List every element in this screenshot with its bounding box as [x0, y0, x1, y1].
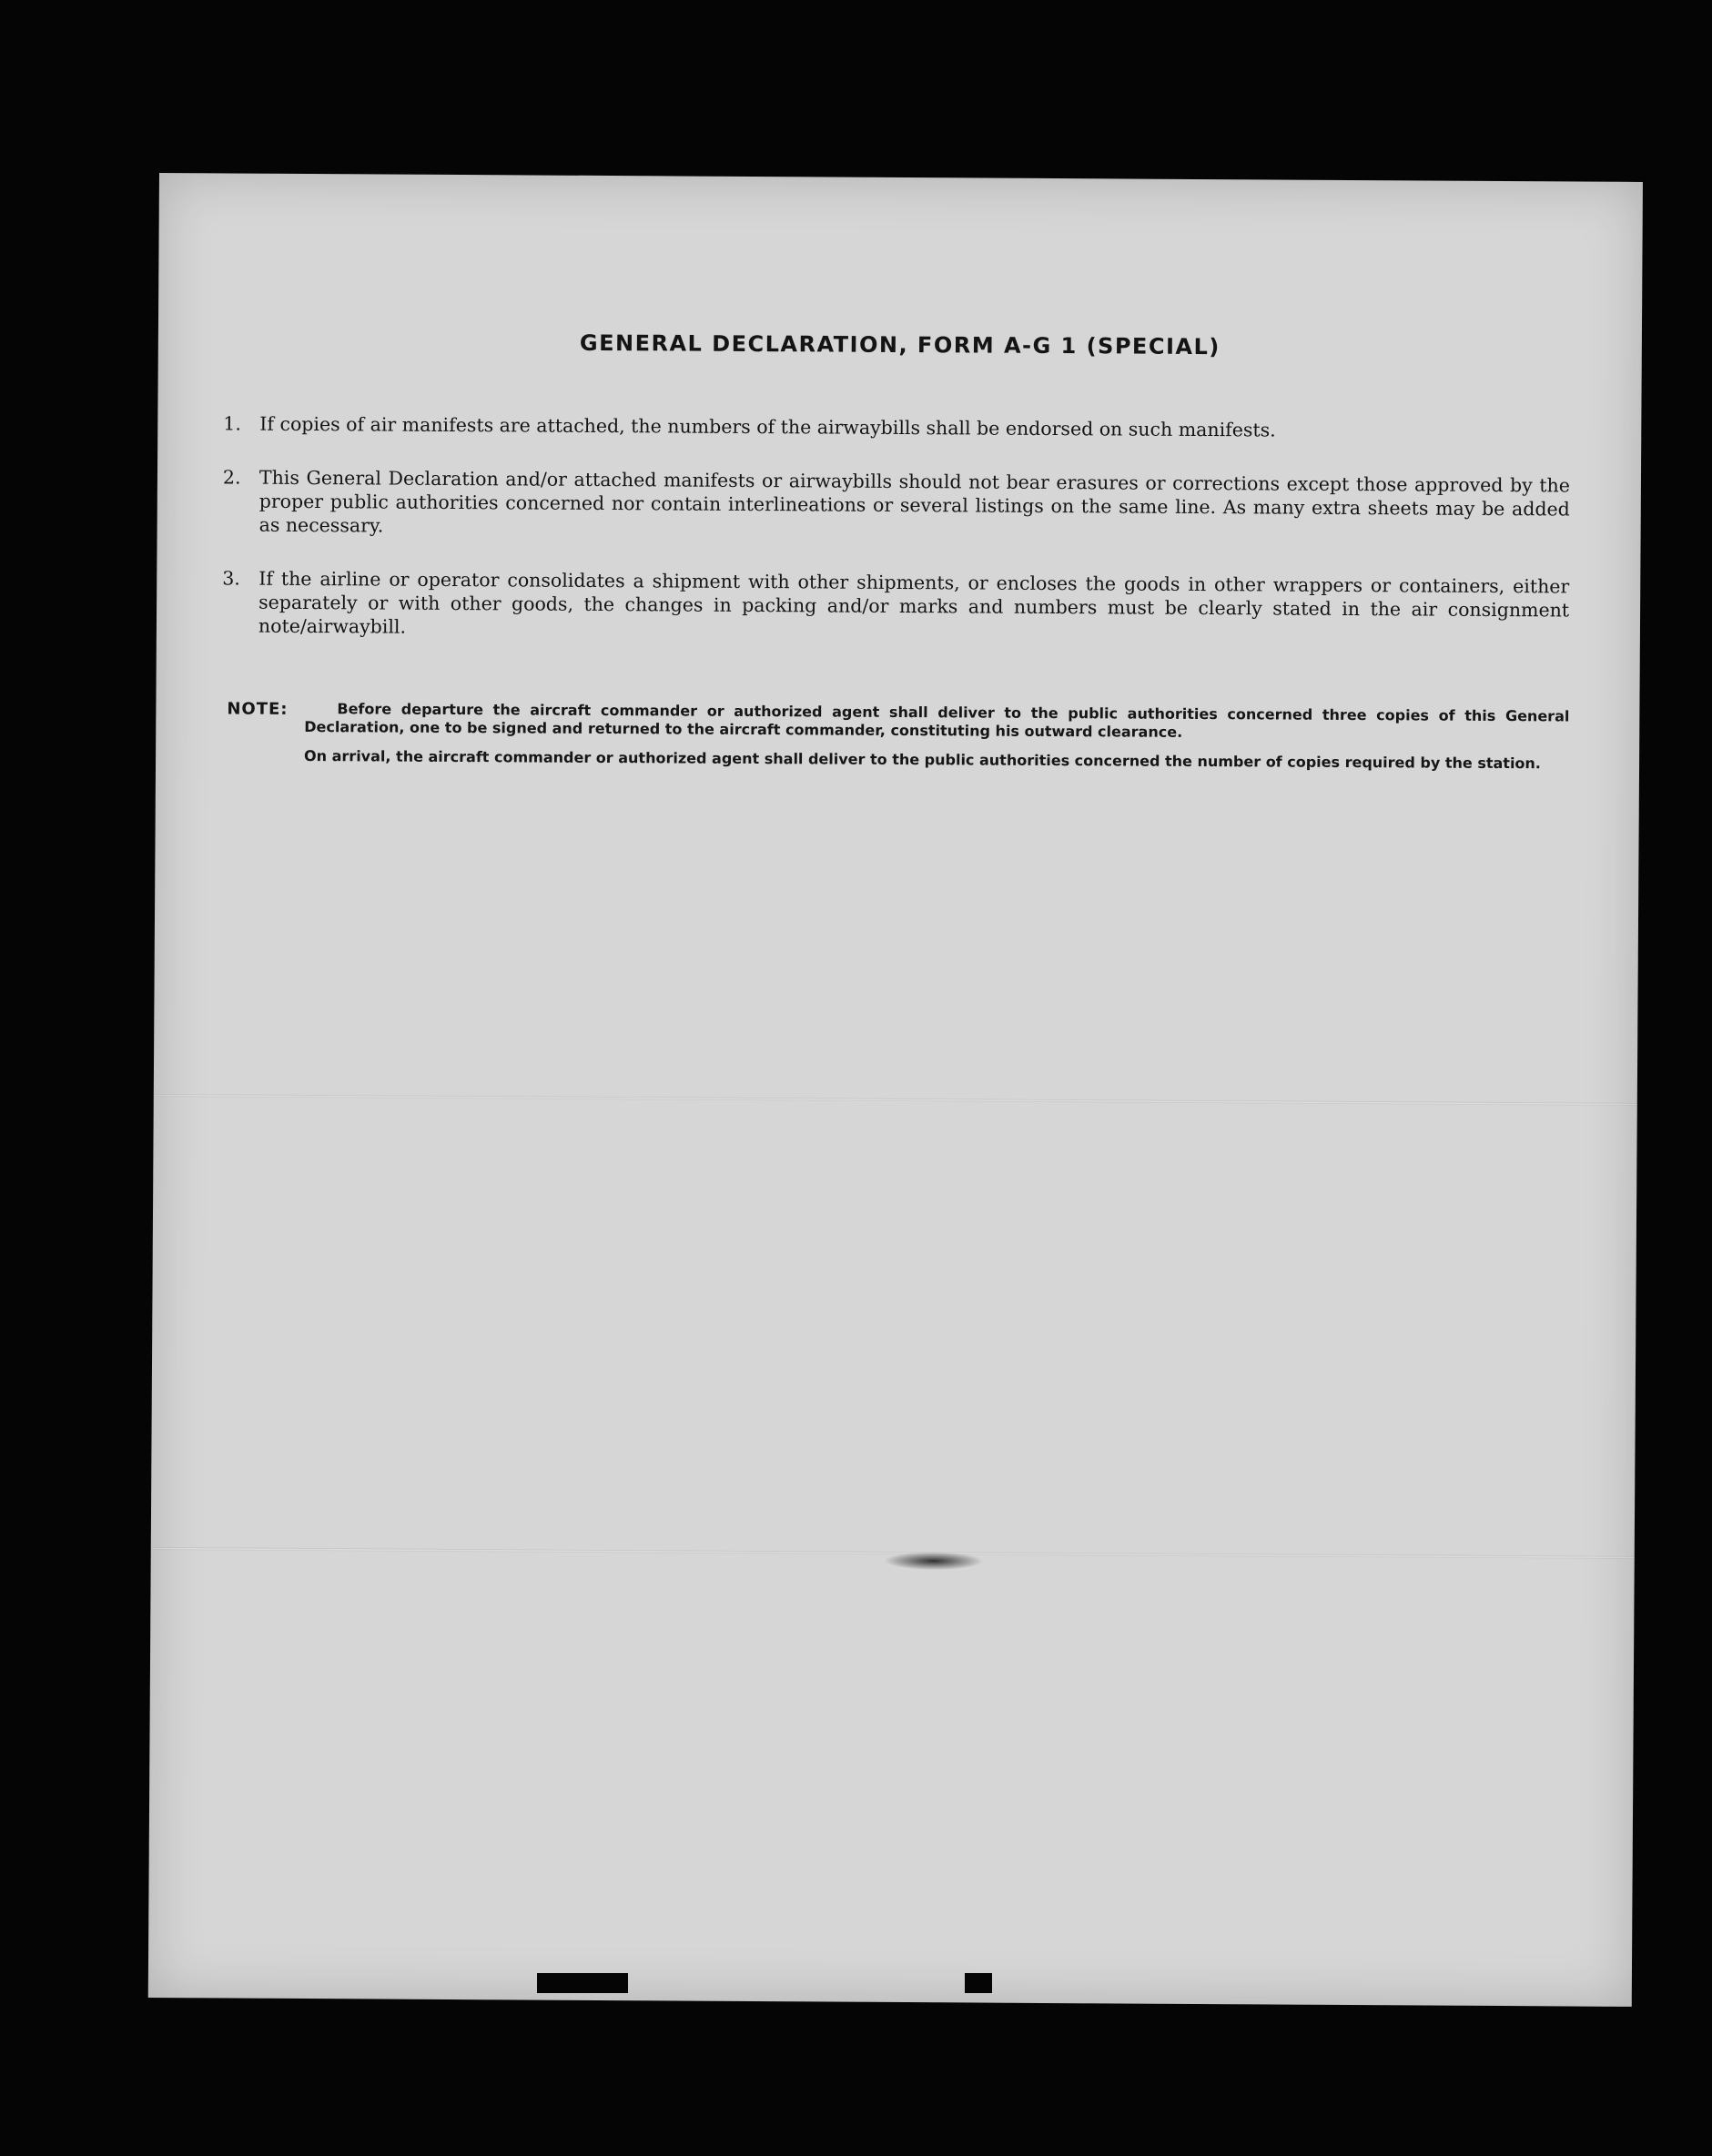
note-paragraph: On arrival, the aircraft commander or authorized agent shall deliver to the public authorities concerned the number of copies required by the station.	[304, 746, 1541, 773]
instruction-item	[223, 465, 1570, 544]
item-number: 2.	[222, 466, 241, 489]
instruction-item	[223, 411, 1570, 443]
form-title: GENERAL DECLARATION, FORM A-G 1 (SPECIAL)	[579, 329, 1221, 360]
note-paragraph: Before departure the aircraft commander or authorized agent shall deliver to the public authorities concerned three copies of this General Declaration, one to be signed and returned to the aircraft commander, constituting his outward clearance.	[304, 700, 1570, 741]
form-page	[148, 173, 1643, 2007]
item-number: 3.	[222, 567, 240, 590]
ink-smudge	[884, 1552, 984, 1571]
instruction-list	[222, 411, 1571, 675]
instruction-item	[222, 566, 1569, 645]
item-number: 1.	[223, 412, 241, 435]
note-label: NOTE:	[227, 699, 289, 719]
item-text: This General Declaration and/or attached manifests or airwaybills should not bear erasures or corrections except those approved by the proper public authorities concerned nor contain interlineations or several listings on the same line. As many extra sheets may be added as necessary.	[258, 466, 1571, 537]
item-text: If copies of air manifests are attached, the numbers of the airwaybills shall be endorsed on such manifests.	[259, 412, 1276, 441]
note-body	[304, 700, 1569, 784]
item-text: If the airline or operator consolidates a shipment with other shipments, or encloses the goods in other wrappers or containers, either separately or with other goods, the changes in packing and/or marks and numbers must be clearly stated in the air consignment note/airwaybill.	[258, 567, 1570, 638]
note-section	[227, 699, 1569, 784]
paper-tab	[537, 1973, 628, 1993]
fold-line	[154, 1094, 1637, 1106]
paper-tab	[965, 1973, 992, 1993]
